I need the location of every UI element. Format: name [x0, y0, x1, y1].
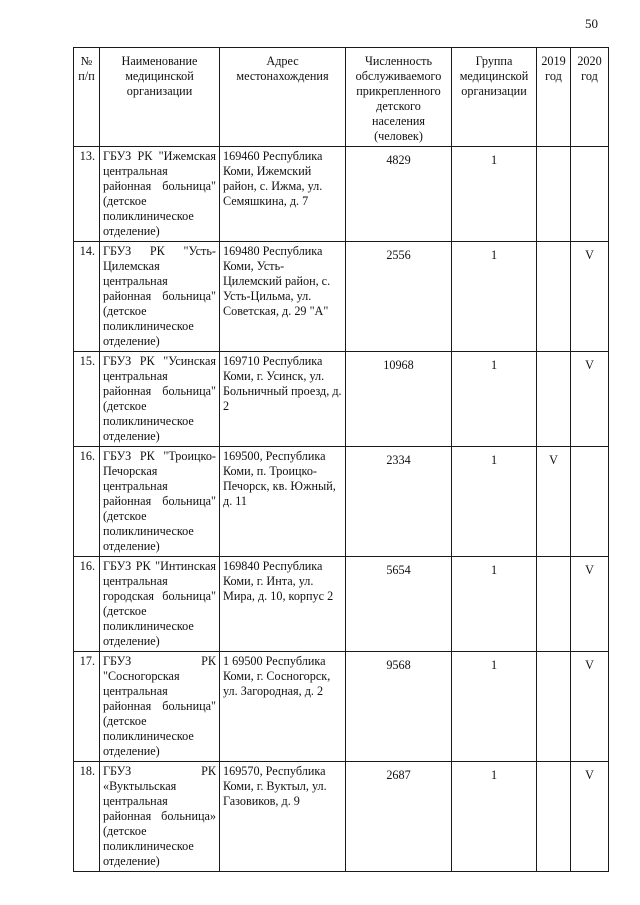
row-number: 18. — [74, 762, 100, 872]
table-row — [74, 447, 609, 557]
row-number: 17. — [74, 652, 100, 762]
table-row — [74, 652, 609, 762]
mark-2020: V — [571, 762, 609, 872]
organization-address: 1 69500 Республика Коми, г. Сосногорск, ул. Загородная, д. 2 — [220, 652, 346, 762]
header-num: № п/п — [74, 48, 100, 147]
organization-address: 169570, Республика Коми, г. Вуктыл, ул. Газовиков, д. 9 — [220, 762, 346, 872]
mark-2019 — [537, 352, 571, 447]
organization-group: 1 — [452, 447, 537, 557]
row-number: 13. — [74, 147, 100, 242]
organization-name: ГБУЗ РК "Усинская центральная районная больница" (детское поликлиническое отделение) — [100, 352, 220, 447]
table-row — [74, 147, 609, 242]
header-count: Численность обслуживаемого прикрепленного детского населения (человек) — [346, 48, 452, 147]
mark-2020 — [571, 447, 609, 557]
organization-address: 169840 Республика Коми, г. Инта, ул. Мира, д. 10, корпус 2 — [220, 557, 346, 652]
mark-2019 — [537, 242, 571, 352]
header-address: Адрес местонахождения — [220, 48, 346, 147]
organization-address: 169460 Республика Коми, Ижемский район, с. Ижма, ул. Семяшкина, д. 7 — [220, 147, 346, 242]
population-count: 5654 — [346, 557, 452, 652]
organization-name: ГБУЗ РК «Вуктыльская центральная районная больница» (детское поликлиническое отделение) — [100, 762, 220, 872]
header-2019: 2019 год — [537, 48, 571, 147]
organization-address: 169480 Республика Коми, Усть-Цилемский район, с. Усть-Цильма, ул. Советская, д. 29 "А" — [220, 242, 346, 352]
mark-2020: V — [571, 242, 609, 352]
table-row — [74, 762, 609, 872]
population-count: 10968 — [346, 352, 452, 447]
row-number: 16. — [74, 557, 100, 652]
organization-group: 1 — [452, 652, 537, 762]
row-number: 16. — [74, 447, 100, 557]
mark-2019 — [537, 762, 571, 872]
medical-organizations-table — [73, 47, 609, 872]
organization-name: ГБУЗ РК "Интинская центральная городская больница" (детское поликлиническое отделение) — [100, 557, 220, 652]
organization-name: ГБУЗ РК "Сосногорская центральная районная больница" (детское поликлиническое отделение) — [100, 652, 220, 762]
mark-2019 — [537, 147, 571, 242]
row-number: 15. — [74, 352, 100, 447]
header-2020: 2020 год — [571, 48, 609, 147]
header-name: Наименование медицинской организации — [100, 48, 220, 147]
mark-2020 — [571, 147, 609, 242]
organization-group: 1 — [452, 147, 537, 242]
organization-name: ГБУЗ РК "Усть-Цилемская центральная районная больница" (детское поликлиническое отделение) — [100, 242, 220, 352]
table-row — [74, 557, 609, 652]
table-header-row — [74, 48, 609, 147]
population-count: 2687 — [346, 762, 452, 872]
table-row — [74, 242, 609, 352]
row-number: 14. — [74, 242, 100, 352]
mark-2019 — [537, 557, 571, 652]
page-number: 50 — [585, 16, 598, 31]
organization-name: ГБУЗ РК "Троицко-Печорская центральная районная больница" (детское поликлиническое отделение) — [100, 447, 220, 557]
mark-2019: V — [537, 447, 571, 557]
population-count: 9568 — [346, 652, 452, 762]
mark-2020: V — [571, 652, 609, 762]
population-count: 2334 — [346, 447, 452, 557]
organization-group: 1 — [452, 762, 537, 872]
mark-2020: V — [571, 352, 609, 447]
organization-name: ГБУЗ РК "Ижемская центральная районная больница" (детское поликлиническое отделение) — [100, 147, 220, 242]
mark-2020: V — [571, 557, 609, 652]
organization-group: 1 — [452, 557, 537, 652]
population-count: 4829 — [346, 147, 452, 242]
organization-address: 169710 Республика Коми, г. Усинск, ул. Больничный проезд, д. 2 — [220, 352, 346, 447]
organization-group: 1 — [452, 242, 537, 352]
table-row — [74, 352, 609, 447]
mark-2019 — [537, 652, 571, 762]
population-count: 2556 — [346, 242, 452, 352]
header-group: Группа медицинской организации — [452, 48, 537, 147]
organization-group: 1 — [452, 352, 537, 447]
organization-address: 169500, Республика Коми, п. Троицко-Печорск, кв. Южный, д. 11 — [220, 447, 346, 557]
